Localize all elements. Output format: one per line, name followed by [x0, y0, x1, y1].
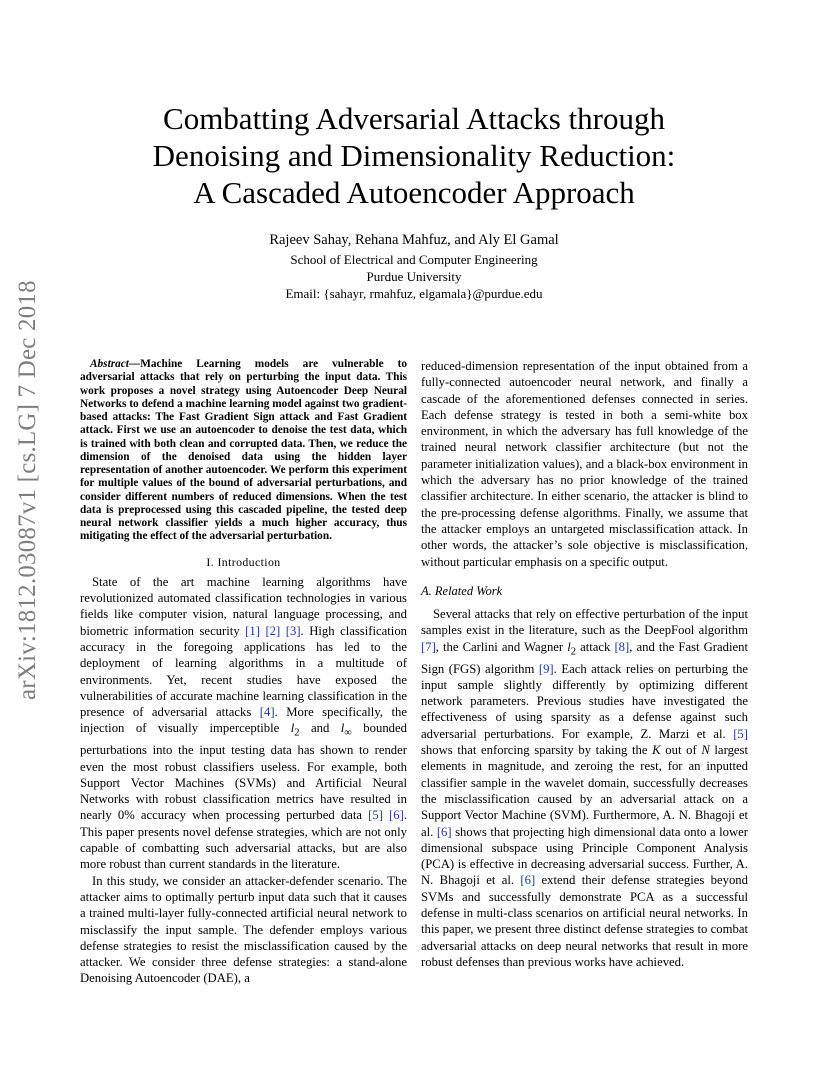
abstract: [80, 358, 407, 544]
math-l2: l: [290, 721, 295, 736]
math-l2: l: [567, 639, 571, 654]
author-list: Rajeev Sahay, Rehana Mahfuz, and Aly El Gamal: [269, 232, 559, 248]
citation-link[interactable]: [7]: [421, 639, 436, 654]
title-line-3: A Cascaded Autoencoder Approach: [193, 175, 635, 210]
citation-link[interactable]: [8]: [614, 639, 630, 654]
citation-link[interactable]: [6]: [520, 873, 536, 888]
abstract-label: Abstract: [90, 358, 129, 370]
citation-link[interactable]: [5]: [733, 726, 748, 741]
section-heading-introduction: I. Introduction: [206, 554, 281, 569]
intro-paragraph-2: In this study, we consider an attacker-defender scenario. The attacker aims to optimally perturb input data such that it causes a trained multi-layer fully-connected artificial neural network to misclassify the input sample. The defender employs various defense strategies to resist the misclassification caused by the attacker. We consider three defense strategies: a stand-alone Denoising Autoencoder (DAE), a: [80, 873, 407, 986]
citation-link[interactable]: [6]: [389, 808, 404, 823]
subsection-heading-related-work: A. Related Work: [421, 583, 503, 598]
citation-link[interactable]: [3]: [285, 623, 301, 638]
email: Email: {sahayr, rmahfuz, elgamala}@purdue.edu: [285, 286, 543, 301]
related-work-paragraph: Several attacks that rely on effective perturbation of the input samples exist in the literature, such as the DeepFool algorithm [7], the Carlini and Wagner $l_2$ attack [8], and the Fast Gradient Sign (FGS) algorithm [9]. Each attack relies on perturbing the input sample slightly differently by optimizing different network parameters. Previous studies have investigated the effectiveness of using sparsity as a defense against such adversarial perturbations. For example, Z. Marzi et al. [5] shows that enforcing sparsity by taking the K out of N largest elements in magnitude, and zeroing the rest, for an inputted classifier sample in the wavelet domain, successfully decreases the misclassification caused by an adversarial attack on a Support Vector Machine (SVM). Furthermore, A. N. Bhagoji et al. [6] shows that projecting high dimensional data onto a lower dimensional subspace using Principle Component Analysis (PCA) is effective in decreasing adversarial success. Further, A. N. Bhagoji et al. [6] extend their defense strategies beyond SVMs and successfully demonstrate PCA as a successful defense in multi-class scenarios on artificial neural networks. In this paper, we present three distinct defense strategies to combat adversarial attacks on deep neural networks that result in more robust defenses than previous works have achieved.: [421, 607, 749, 969]
title-line-2: Denoising and Dimensionality Reduction:: [152, 138, 676, 173]
citation-link[interactable]: [4]: [259, 705, 275, 720]
right-column: [421, 358, 748, 970]
abstract-text: —Machine Learning models are vulnerable to adversarial attacks that rely on perturbing the input data. This work proposes a novel strategy using Autoencoder Deep Neural Networks to defend a machine learning model against two gradient-based attacks: The Fast Gradient Sign attack and Fast Gradient attack. First we use an autoencoder to denoise the test data, which is trained with both clean and corrupted data. Then, we reduce the dimension of the denoised data using the hidden layer representation of another autoencoder. We perform this experiment for multiple values of the bound of adversarial perturbations, and consider different numbers of reduced dimensions. When the test data is preprocessed using this cascaded pipeline, the tested deep neural network classifier yields a much higher accuracy, thus mitigating the effect of the adversarial perturbation.: [80, 358, 407, 543]
citation-link[interactable]: [2]: [265, 623, 281, 638]
paper-header: [100, 100, 728, 302]
citation-link[interactable]: [5]: [368, 808, 383, 823]
math-zero-percent: 0%: [117, 808, 135, 823]
math-linf: l: [340, 721, 345, 736]
university: Purdue University: [366, 269, 462, 284]
paper-title: [100, 100, 728, 211]
arxiv-identifier: arXiv:1812.03087v1 [cs.LG] 7 Dec 2018: [14, 280, 41, 700]
intro-paragraph-2-continued: reduced-dimension representation of the input obtained from a fully-connected autoencoder neural network, and finally a cascade of the aforementioned defenses connected in series. Each defense strategy is tested in both a semi-white box environment, in which the adversary has full knowledge of the trained neural network classifier architecture (but not the parameter initialization values), and a black-box environment in which the adversary has no prior knowledge of the trained classifier architecture. In either scenario, the attacker is blind to the pre-processing defense algorithms. Finally, we assume that the attacker employs an untargeted misclassification attack. In other words, the attacker’s sole objective is misclassification, without particular emphasis on a specific output.: [421, 359, 748, 569]
math-n: N: [701, 743, 710, 758]
left-column: [80, 358, 407, 987]
department: School of Electrical and Computer Engineering: [290, 252, 538, 267]
intro-paragraph-1: State of the art machine learning algorithms have revolutionized automated classification technologies in various fields like computer vision, natural language processing, and biometric information security [1] [2] [3]. High classification accuracy in the foregoing applications has led to the deployment of learning algorithms in a multitude of environments. Yet, recent studies have exposed the vulnerabilities of accurate machine learning classification in the presence of adversarial attacks [4]. More specifically, the injection of visually imperceptible $l_2$ and $l_\infty$ bounded perturbations into the input testing data has shown to render even the most robust classifiers useless. For example, both Support Vector Machines (SVMs) and Artificial Neural Networks with robust classification metrics have resulted in nearly 0% accuracy when processing perturbed data [5] [6]. This paper presents novel defense strategies, which are not only capable of combatting such adversarial attacks, but are also more robust than current standards in the literature.: [80, 574, 408, 872]
citation-link[interactable]: [1]: [245, 623, 260, 638]
title-line-1: Combatting Adversarial Attacks through: [163, 101, 665, 136]
math-k: K: [652, 743, 661, 758]
citation-link[interactable]: [9]: [538, 661, 554, 676]
citation-link[interactable]: [6]: [436, 824, 452, 839]
